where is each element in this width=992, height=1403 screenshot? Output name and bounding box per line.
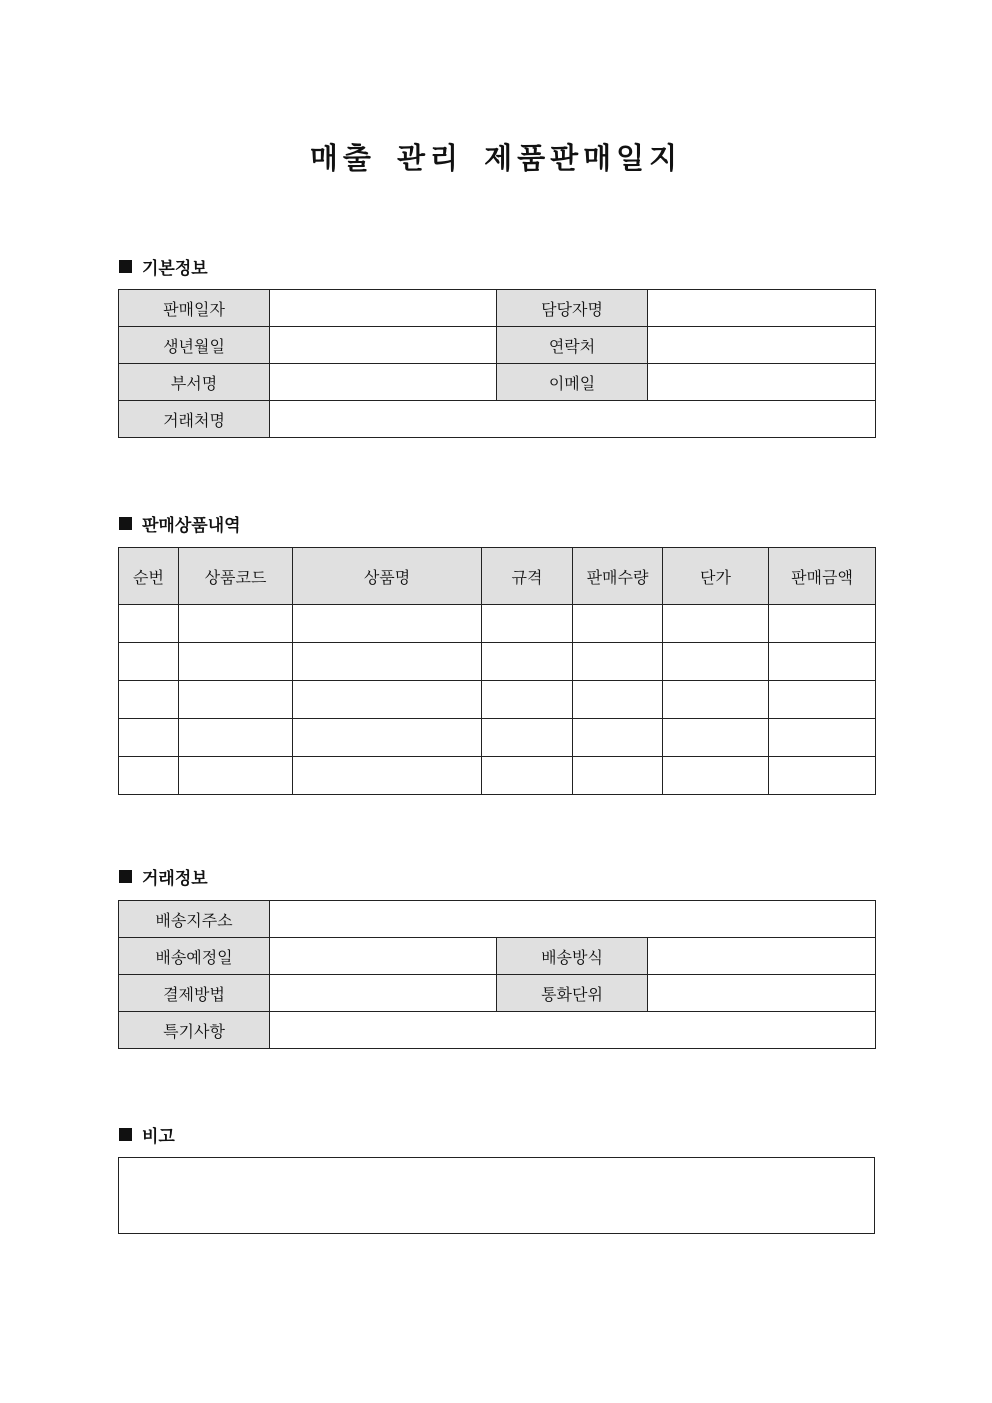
table-row [119,938,876,975]
section-heading-label: 거래정보 [142,869,208,889]
table-row [119,901,876,938]
label-delivery-date: 배송예정일 [119,938,270,975]
column-header: 상품명 [293,548,482,605]
column-header: 단가 [663,548,769,605]
contact-field[interactable] [648,327,876,364]
table-cell[interactable] [179,719,293,757]
label-client: 거래처명 [119,401,270,438]
sales-items-body [119,605,876,795]
delivery-method-field[interactable] [648,938,876,975]
birth-date-field[interactable] [270,327,497,364]
currency-field[interactable] [648,975,876,1012]
label-notes: 특기사항 [119,1012,270,1049]
table-cell[interactable] [293,605,482,643]
label-contact: 연락처 [497,327,648,364]
column-header: 판매수량 [573,548,663,605]
table-row [119,1012,876,1049]
table-cell[interactable] [179,643,293,681]
table-row [119,719,876,757]
table-cell[interactable] [179,681,293,719]
label-currency: 통화단위 [497,975,648,1012]
table-cell[interactable] [573,605,663,643]
table-cell[interactable] [769,605,876,643]
table-cell[interactable] [573,719,663,757]
page-title: 매출 관리 제품판매일지 [309,141,683,175]
label-sale-date: 판매일자 [119,290,270,327]
payment-method-field[interactable] [270,975,497,1012]
table-cell[interactable] [119,757,179,795]
table-cell[interactable] [769,643,876,681]
table-cell[interactable] [482,605,573,643]
section-heading-basic [119,254,208,279]
notes-field[interactable] [270,1012,876,1049]
table-cell[interactable] [769,681,876,719]
label-address: 배송지주소 [119,901,270,938]
table-cell[interactable] [482,643,573,681]
section-heading-transaction [119,864,208,889]
section-heading-remarks [119,1122,175,1147]
remarks-field[interactable] [119,1158,875,1234]
section-heading-label: 기본정보 [142,259,208,279]
table-cell[interactable] [179,605,293,643]
email-field[interactable] [648,364,876,401]
column-header: 판매금액 [769,548,876,605]
label-delivery-method: 배송방식 [497,938,648,975]
table-cell[interactable] [663,681,769,719]
table-row [119,643,876,681]
section-heading-label: 비고 [142,1127,175,1147]
table-row [119,1158,875,1234]
client-field[interactable] [270,401,876,438]
section-heading-items [119,511,241,536]
square-bullet-icon [119,1128,132,1141]
square-bullet-icon [119,870,132,883]
table-row [119,681,876,719]
square-bullet-icon [119,517,132,530]
table-row [119,975,876,1012]
sale-date-field[interactable] [270,290,497,327]
department-field[interactable] [270,364,497,401]
square-bullet-icon [119,260,132,273]
column-header: 상품코드 [179,548,293,605]
table-row [119,327,876,364]
sales-items-table [118,547,876,795]
label-email: 이메일 [497,364,648,401]
table-cell[interactable] [293,643,482,681]
table-cell[interactable] [663,757,769,795]
table-cell[interactable] [663,605,769,643]
label-payment-method: 결제방법 [119,975,270,1012]
remarks-table [118,1157,875,1234]
column-header: 규격 [482,548,573,605]
table-cell[interactable] [293,681,482,719]
table-cell[interactable] [573,643,663,681]
transaction-info-table [118,900,876,1049]
table-cell[interactable] [663,643,769,681]
table-cell[interactable] [179,757,293,795]
table-cell[interactable] [119,681,179,719]
table-cell[interactable] [482,681,573,719]
table-row [119,364,876,401]
table-header-row [119,548,876,605]
table-cell[interactable] [119,605,179,643]
table-row [119,605,876,643]
table-cell[interactable] [769,757,876,795]
section-heading-label: 판매상품내역 [142,516,241,536]
table-row [119,757,876,795]
address-field[interactable] [270,901,876,938]
table-cell[interactable] [119,643,179,681]
table-cell[interactable] [293,757,482,795]
column-header: 순번 [119,548,179,605]
label-manager: 담당자명 [497,290,648,327]
label-department: 부서명 [119,364,270,401]
table-cell[interactable] [293,719,482,757]
table-cell[interactable] [769,719,876,757]
table-cell[interactable] [573,757,663,795]
table-cell[interactable] [573,681,663,719]
delivery-date-field[interactable] [270,938,497,975]
manager-field[interactable] [648,290,876,327]
basic-info-table [118,289,876,438]
table-row [119,290,876,327]
table-cell[interactable] [663,719,769,757]
table-cell[interactable] [119,719,179,757]
label-birth-date: 생년월일 [119,327,270,364]
table-cell[interactable] [482,719,573,757]
table-cell[interactable] [482,757,573,795]
table-row [119,401,876,438]
